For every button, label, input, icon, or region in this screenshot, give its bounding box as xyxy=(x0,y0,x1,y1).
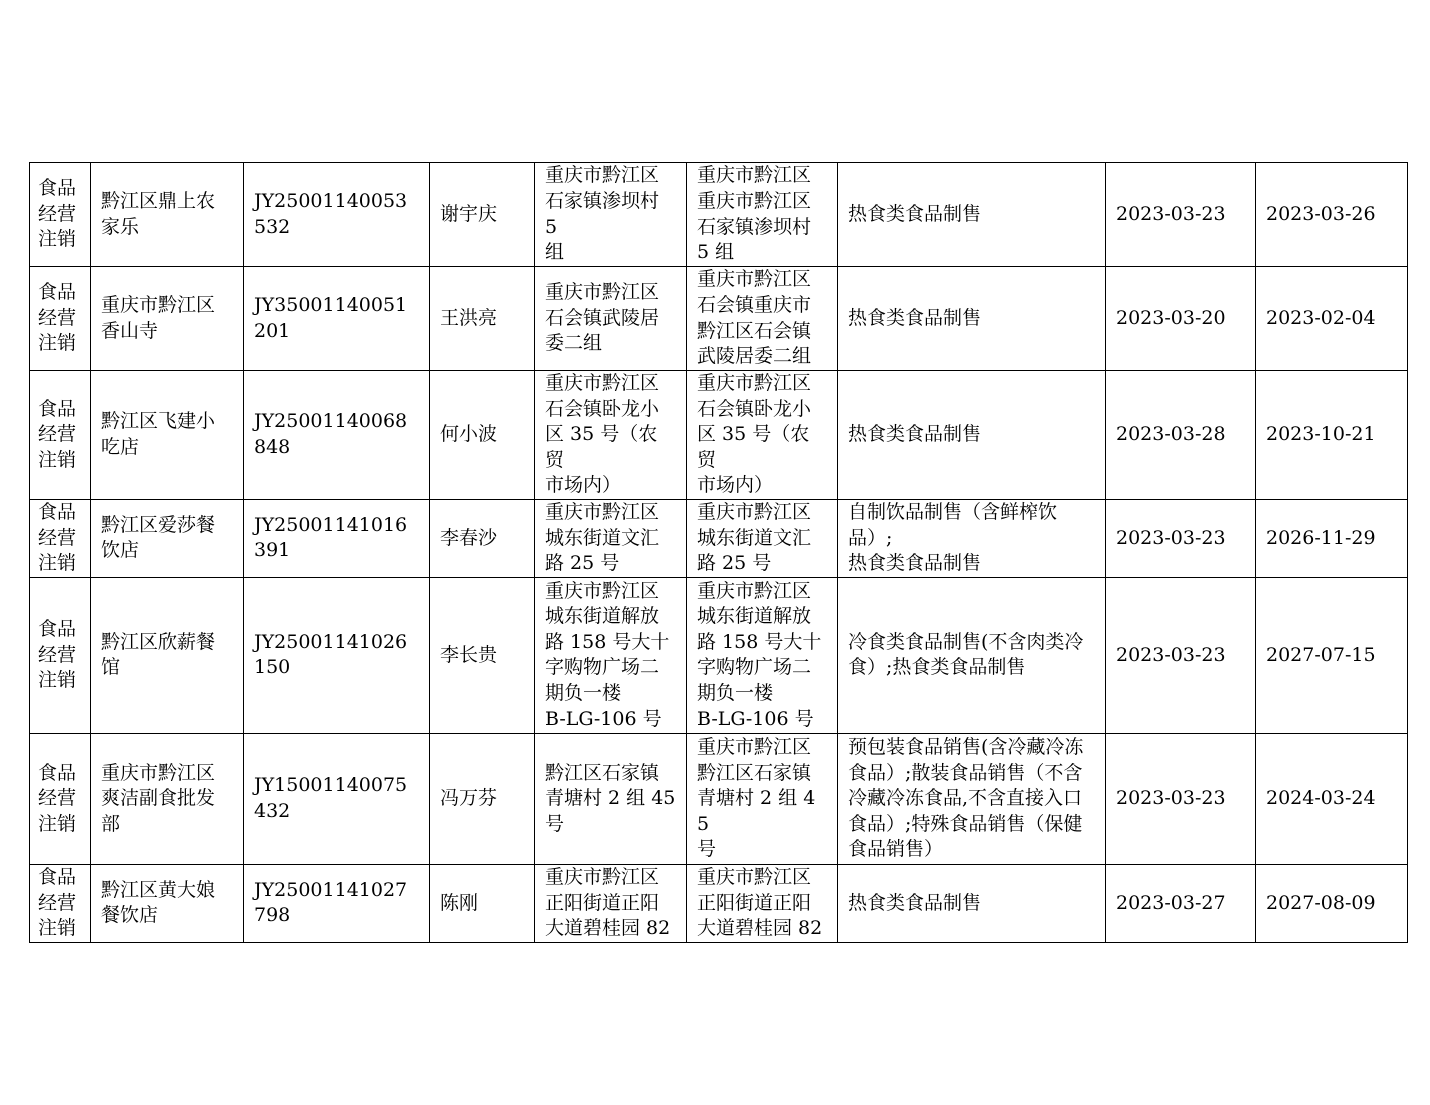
record-type-cell: 食品 经营 注销 xyxy=(30,864,91,942)
cancel-date-cell: 2023-03-20 xyxy=(1106,267,1256,371)
business-name-cell: 重庆市黔江区 爽洁副食批发 部 xyxy=(91,733,244,864)
address-cell: 重庆市黔江区 石家镇渗坝村 5 组 xyxy=(535,163,687,267)
business-name-cell: 黔江区爱莎餐 饮店 xyxy=(91,499,244,577)
valid-date-cell: 2027-07-15 xyxy=(1256,577,1408,733)
premises-cell: 重庆市黔江区 重庆市黔江区 石家镇渗坝村 5 组 xyxy=(687,163,838,267)
premises-cell: 重庆市黔江区 正阳街道正阳 大道碧桂园 82 xyxy=(687,864,838,942)
record-type-cell: 食品 经营 注销 xyxy=(30,577,91,733)
address-cell: 重庆市黔江区 城东街道文汇 路 25 号 xyxy=(535,499,687,577)
record-type-cell: 食品 经营 注销 xyxy=(30,163,91,267)
cancel-date-cell: 2023-03-23 xyxy=(1106,733,1256,864)
cancel-date-cell: 2023-03-23 xyxy=(1106,577,1256,733)
legal-person-cell: 何小波 xyxy=(430,371,535,500)
business-name-cell: 黔江区鼎上农 家乐 xyxy=(91,163,244,267)
business-scope-cell: 热食类食品制售 xyxy=(838,864,1106,942)
record-type-cell: 食品 经营 注销 xyxy=(30,499,91,577)
license-number-cell: JY25001141027798 xyxy=(244,864,430,942)
legal-person-cell: 谢宇庆 xyxy=(430,163,535,267)
record-type-cell: 食品 经营 注销 xyxy=(30,733,91,864)
cancel-date-cell: 2023-03-23 xyxy=(1106,163,1256,267)
address-cell: 重庆市黔江区 石会镇武陵居 委二组 xyxy=(535,267,687,371)
record-type-cell: 食品 经营 注销 xyxy=(30,267,91,371)
valid-date-cell: 2026-11-29 xyxy=(1256,499,1408,577)
valid-date-cell: 2024-03-24 xyxy=(1256,733,1408,864)
license-number-cell: JY25001141026150 xyxy=(244,577,430,733)
legal-person-cell: 王洪亮 xyxy=(430,267,535,371)
premises-cell: 重庆市黔江区 城东街道文汇 路 25 号 xyxy=(687,499,838,577)
license-number-cell: JY35001140051201 xyxy=(244,267,430,371)
business-name-cell: 黔江区欣薪餐 馆 xyxy=(91,577,244,733)
premises-cell: 重庆市黔江区 城东街道解放 路 158 号大十 字购物广场二 期负一楼 B-LG-106 号 xyxy=(687,577,838,733)
valid-date-cell: 2023-03-26 xyxy=(1256,163,1408,267)
business-scope-cell: 预包装食品销售(含冷藏冷冻 食品）;散装食品销售（不含 冷藏冷冻食品,不含直接入口 食品）;特殊食品销售（保健 食品销售） xyxy=(838,733,1106,864)
address-cell: 重庆市黔江区 城东街道解放 路 158 号大十 字购物广场二 期负一楼 B-LG-106 号 xyxy=(535,577,687,733)
business-scope-cell: 热食类食品制售 xyxy=(838,371,1106,500)
license-number-cell: JY25001140068848 xyxy=(244,371,430,500)
record-type-cell: 食品 经营 注销 xyxy=(30,371,91,500)
table-row xyxy=(30,163,1408,267)
license-number-cell: JY25001140053532 xyxy=(244,163,430,267)
table-row xyxy=(30,733,1408,864)
table-row xyxy=(30,499,1408,577)
license-number-cell: JY15001140075432 xyxy=(244,733,430,864)
legal-person-cell: 李长贵 xyxy=(430,577,535,733)
business-scope-cell: 自制饮品制售（含鲜榨饮品）; 热食类食品制售 xyxy=(838,499,1106,577)
cancel-date-cell: 2023-03-23 xyxy=(1106,499,1256,577)
business-scope-cell: 热食类食品制售 xyxy=(838,267,1106,371)
legal-person-cell: 冯万芬 xyxy=(430,733,535,864)
table-row xyxy=(30,577,1408,733)
business-name-cell: 重庆市黔江区 香山寺 xyxy=(91,267,244,371)
address-cell: 重庆市黔江区 石会镇卧龙小 区 35 号（农贸 市场内） xyxy=(535,371,687,500)
address-cell: 黔江区石家镇 青塘村 2 组 45 号 xyxy=(535,733,687,864)
premises-cell: 重庆市黔江区 石会镇卧龙小 区 35 号（农贸 市场内） xyxy=(687,371,838,500)
legal-person-cell: 陈刚 xyxy=(430,864,535,942)
table-row xyxy=(30,267,1408,371)
business-scope-cell: 热食类食品制售 xyxy=(838,163,1106,267)
table-row xyxy=(30,371,1408,500)
address-cell: 重庆市黔江区 正阳街道正阳 大道碧桂园 82 xyxy=(535,864,687,942)
license-number-cell: JY25001141016391 xyxy=(244,499,430,577)
legal-person-cell: 李春沙 xyxy=(430,499,535,577)
premises-cell: 重庆市黔江区 石会镇重庆市 黔江区石会镇 武陵居委二组 xyxy=(687,267,838,371)
cancel-date-cell: 2023-03-27 xyxy=(1106,864,1256,942)
business-scope-cell: 冷食类食品制售(不含肉类冷 食）;热食类食品制售 xyxy=(838,577,1106,733)
business-name-cell: 黔江区黄大娘 餐饮店 xyxy=(91,864,244,942)
valid-date-cell: 2027-08-09 xyxy=(1256,864,1408,942)
valid-date-cell: 2023-02-04 xyxy=(1256,267,1408,371)
table-row xyxy=(30,864,1408,942)
valid-date-cell: 2023-10-21 xyxy=(1256,371,1408,500)
premises-cell: 重庆市黔江区 黔江区石家镇 青塘村 2 组 45 号 xyxy=(687,733,838,864)
cancel-date-cell: 2023-03-28 xyxy=(1106,371,1256,500)
records-table xyxy=(29,162,1408,943)
business-name-cell: 黔江区飞建小 吃店 xyxy=(91,371,244,500)
